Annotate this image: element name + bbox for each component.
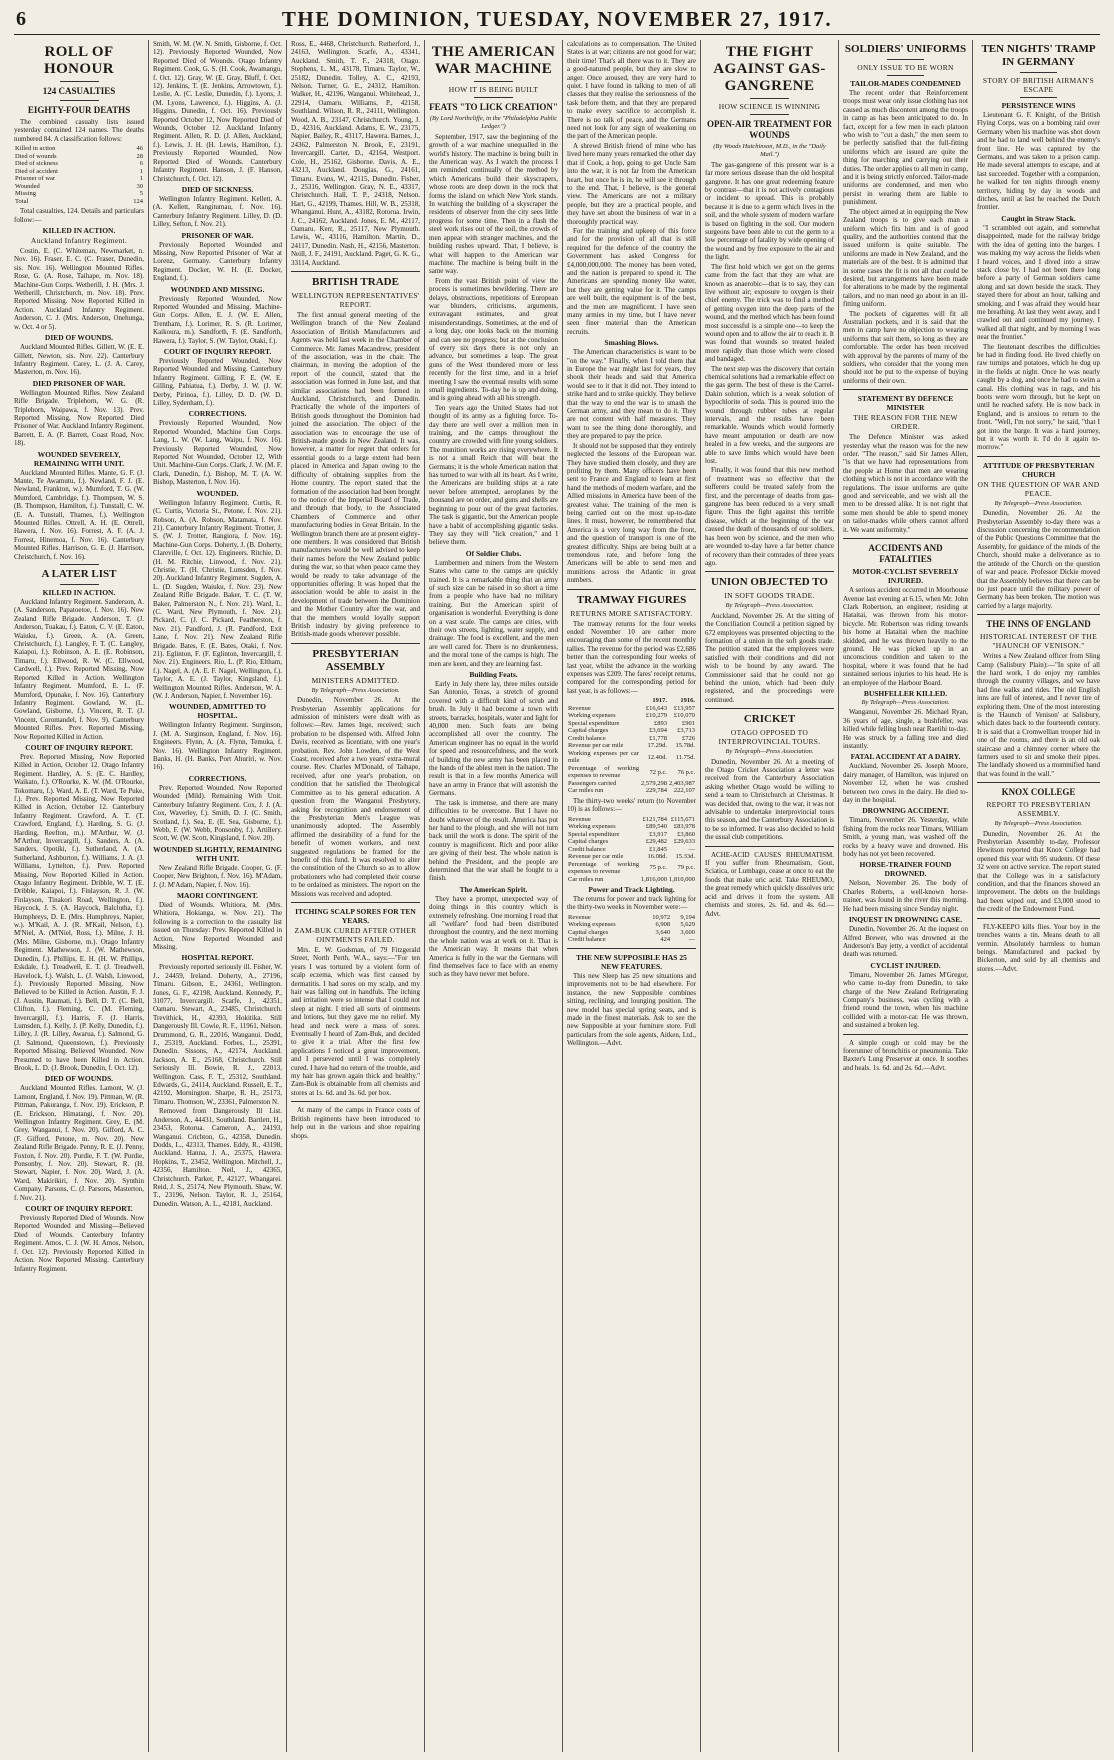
row-value: 222,107: [673, 787, 695, 795]
row-value: £3,694: [649, 727, 667, 735]
article-body: The lieutenant describes the difficulties he had in finding food. He lived chiefly on raw turnips and potatoes, which he dug up in the fields at night. Once he was nearly caught by a dog, and once he had to swim a canal. His clothing was in rags, and his boots were worn through, but he kept on until he reached safety. He is now back in England, and is anxious to return to the front. "Well, I'm not sorry," he said, "that I got into the barge. It was a hard journey, but it was worth it. I'd do it again to-morrow.": [977, 342, 1100, 452]
row-value: £16,643: [645, 704, 667, 712]
row-label: Working expenses: [568, 823, 616, 831]
table-row: [567, 742, 696, 750]
roll-body: Previously Reported Wounded, Now Reported Wounded and Missing. Canterbury Infantry Regiment. Gilling, F. E. (W. E. Gilling, Pahiatua, f.). Derby, J. W. (J. W. Derby, Pirinoa, f.). Lilley, D. D. (W. D. Lilley, Sydenham, f.).: [153, 357, 282, 408]
article-subheading: HOW SCIENCE IS WINNING: [718, 102, 821, 111]
article-body: The next step was the discovery that certain chemical solutions had a remarkable effect on the gas germ. The best of these is the Carrel-Dakin solution, which is a weak solution of hypochlorite of soda. This is poured into the wound through rubber tubes at regular intervals, and the results have been remarkable. Wounds which would formerly have meant amputation or death are now healed in a few weeks, and the surgeons are able to save limbs which would have been lost.: [705, 364, 834, 466]
section-heading: CORRECTIONS.: [188, 409, 247, 419]
byline: By Telegraph—Press Association.: [994, 820, 1083, 828]
row-label: Revenue per car mile: [568, 742, 624, 750]
row-value: 46: [136, 145, 143, 153]
row-value: £115,671: [670, 815, 695, 823]
roll-body: Died of Wounds. Whitiora, M. (Mrs. Whitiora, Hokianga, w. Nov. 21). The following is a correction to the casualty list issued on Thursday: Prev. Reported Killed in Action, Now Reported Wounded and Missing.: [153, 900, 282, 951]
article-headline: UNION OBJECTED TO: [711, 576, 828, 589]
row-label: Died of accident: [15, 167, 58, 175]
section-heading: DIED OF SICKNESS.: [181, 184, 254, 194]
column-4: [424, 40, 558, 1752]
crosshead: DROWNING ACCIDENT.: [862, 806, 949, 816]
table-row: [567, 861, 696, 876]
article-headline: THE INNS OF ENGLAND: [986, 619, 1091, 630]
roll-body: Costin, E. (C. Whiteman, Newmarket, n. Nov. 16). Fraser, E. C. (C. Fraser, Dunedin, sis. Nov. 16). Wellington Mounted Rifles. Rose, G. (A. Rose, Taihape, m. Nov. 18). Machine-Gun Corps. Wetherill, J. H. (Mrs. J. Wetherill, Christchurch, m. Nov. 18). Prev. Reported Missing. Now Reported Killed in Action. Auckland Infantry Regiment. Anderson, C. J. (Mrs. Anderson, Onehunga, w. Oct. 4 or 5).: [14, 247, 144, 331]
regiment-heading: Auckland Infantry Regiment.: [30, 236, 128, 246]
row-label: Special expenditure: [568, 719, 620, 727]
row-value: 79 p.c.: [677, 864, 695, 872]
crosshead: BUSHFELLER KILLED.: [863, 688, 948, 698]
article-subheading: MINISTERS ADMITTED.: [311, 675, 400, 685]
column-3: [286, 40, 420, 1752]
roll-body: Previously Reported Wounded, Now Reported Wounded, Machine Gun Corps. Lang, L. W. (W. Lang, Waipu, f. Nov. 16). Previously Reported Wounded, Now Reported Not Wounded, October 12, With Unit. Machine-Gun Corps. Clark, J. W. (M. F. Clark, Dunedin, f.). Bishop, M. T. (A. W. Bishop, Masterton, f. Nov. 16).: [153, 419, 282, 487]
roll-body: Auckland Mounted Rifles. Lamont, W. (J. Lamont, England, f. Nov. 19). Pittman, W. (R. Pittman, Pakuranga, f. Nov. 19). Erickson, P. (E. Erickson, Himatangi, f. Nov. 20). Wellington Infantry Regiment. Grey, E. (M. Grey, Wanganui, f. Nov. 20). Gifford, A. C. (F. Gifford, Petone, m. Nov. 20). New Zealand Rifle Brigade. Penny, R. E. (J. Penny, Foxton, f. Nov. 20). Purdie, F. T. (W. Purdie, Ponsonby, f. Nov. 20). Stewart, R. (H. Stewart, Napier, f. Nov. 20). Ward, J. (A. Ward, Makirikiri, f. Nov. 20). Synthin Company. Parsons, C. (J. Parsons, Masterton, f. Nov. 21).: [14, 1084, 144, 1202]
crosshead: INQUEST IN DROWNING CASE.: [848, 915, 963, 925]
row-value: £1,845: [649, 845, 667, 853]
byline: By Telegraph—Press Association.: [725, 602, 814, 610]
row-label: [567, 697, 640, 705]
column-1: [14, 40, 144, 1752]
advert-body: A simple cough or cold may be the forerunner of bronchitis or pneumonia. Take Baxter's Lung Preserver at once. It soothes and heals. 1s. 6d. and 2s. 6d.—Advt.: [843, 1038, 968, 1072]
row-value: —: [688, 845, 695, 853]
section-heading: WOUNDED SEVERELY, REMAINING WITH UNIT.: [33, 449, 125, 468]
article-body: The first annual general meeting of the Wellington branch of the New Zealand Association of British Manufacturers and Agents was held last week in the Chamber of Commerce. Mr. James Macandrew, president of the association, was in the chair. The chairman, in moving the adoption of the report of the council, stated that the association was formed in June last, and that similar associations had been formed in Auckland, Christchurch, and Dunedin. Practically the whole of the importers of British goods throughout the Dominion had joined the association. The object of the association was to encourage the use of British-made goods in New Zealand. It was, however, a matter for regret that orders for essential goods to a large extent had been placed in America and Japan owing to the difficulty of obtaining supplies from the Home country. The report stated that the formation of the association had been brought to the notice of the Imperial Board of Trade, and through that body, to the Associated Chambers of Commerce and other manufacturing bodies in Great Britain. In the Wellington branch there are at present eighty-one members. It was considered that British manufacturers would be well advised to keep their names before the New Zealand public during the war, so that when peace came they would be ready to take advantage of the opportunities offering. It was hoped that the association would be able to assist in the development of trade between the Dominion and the Mother Country after the war, and that the members would loyally support British industry by giving preference to British-made goods wherever possible.: [291, 310, 420, 639]
article-subheading: HOW IT IS BEING BUILT: [448, 85, 539, 94]
row-label: Working expenses per car mile: [568, 749, 639, 765]
section-heading: DIED OF WOUNDS.: [44, 333, 114, 343]
row-label: Revenue: [568, 815, 591, 823]
table-row: [14, 168, 144, 176]
column-2: [148, 40, 282, 1752]
row-value: £29,482: [645, 838, 667, 846]
row-label: Died of sickness: [15, 160, 58, 168]
article-subheading: RETURNS MORE SATISFACTORY.: [570, 608, 693, 618]
section-heading: KILLED IN ACTION.: [42, 226, 116, 236]
row-value: 2,579,298: [641, 779, 667, 787]
article-body: Finally, it was found that this new method of treatment was so effective that the sufferers could be treated safely from the first, and the percentage of deaths from gas-gangrene has been reduced to a very small figure. Thus the fight against this terrible disease, which at the beginning of the war caused the death of thousands of our soldiers, has been won by science, and the men who are wounded to-day have a far better chance of recovery than their comrades of three years ago.: [705, 466, 834, 567]
advert-heading: THE NEW SUPPOSIBLE HAS 25 NEW FEATURES.: [576, 952, 687, 971]
roll-body: Auckland Mounted Rifles. Gillett, W. (E. E. Gillett, Newton, sis. Nov. 22). Canterbury Infantry Regiment. Carey, L. (J. A. Carey, Masterton, m. Nov. 16).: [14, 343, 144, 377]
row-label: Working expenses: [568, 921, 616, 929]
section-heading: WOUNDED AND MISSING.: [170, 284, 265, 294]
row-value: £83,978: [673, 823, 695, 831]
article-body: The first hold which we got on the germs came from the fact that they are what are known as anaerobic—that is to say, they can live without air; exposure to oxygen is their chief enemy. The trick was to find a method of getting oxygen into the deep parts of the wound, and the method which has been found most successful is a simple one—to keep the wound open and to allow the air to reach it. It was found that wounds so treated healed more rapidly than those which were closed and bandaged.: [705, 262, 834, 364]
article-body: Dunedin, November 26. At the inquest on Alfred Brewer, who was drowned at the Anderson's Bay jetty, a verdict of accidental death was returned.: [843, 925, 968, 959]
article-body: A serious accident occurred in Moorhouse Avenue last evening at 6.15, when Mr. John Clark Robertson, an engineer, residing at Hataitai, was thrown from his motor-bicycle. Mr. Robertson was riding towards his home at Hataitai when the machine skidded, and he was thrown heavily to the ground. He was picked up in an unconscious condition and taken to the hospital, where it was found that he had sustained serious injuries to his head. He is an employee of the Harbour Board.: [843, 586, 968, 687]
roll-body: Smith, W. M. (W. N. Smith, Gisborne, f. Oct. 12). Previously Reported Wounded, Now Reported Died of Wounds. Otago Infantry Regiment. Cook, G. S. (H. Cook, Awamangu, f. Oct. 12). Gray, W. (E. Gray, Bluff, f. Oct. 12). Jenkins, T. (E. Jenkins, Arrowtown, f.). Leslie, A. (C. Leslie, Dunedin, f.). Lyons, J. (M. Lyons, Lawrence, f.). Higgins, A. (J. Higgins, Dunedin, f. Oct. 16). Previously Reported October 12, Now Reported Died of Wounds, October 12. Auckland Infantry Regiment. Allen, R. D. (J. Allen, Auckland, f.). Lewis, J. H. (H. Lewis, Hamilton, f.). Previously Reported Wounded, Now Reported Died of Wounds. Canterbury Infantry Regiment. Hanson, J. (F. Hanson, Christchurch, f. Oct. 12).: [153, 40, 282, 183]
roll-body: Wellington Mounted Rifles. New Zealand Rifle Brigade. Triplehorn, W. G. (R. Triplehorn, Waipawa, f. Nov. 13). Prev. Reported Missing, Now Reported Died Prisoner of War. Auckland Infantry Regiment. Barrett, E. A. (F. Barrett, Coast Road, Nov. 18).: [14, 388, 144, 448]
section-heading: DIED OF WOUNDS.: [44, 1074, 114, 1084]
row-label: Credit balance: [568, 936, 606, 944]
table-row: [567, 846, 696, 854]
byline: By Telegraph—Press Association.: [725, 748, 814, 756]
table-row: [567, 735, 696, 743]
byline: By Telegraph—Press Association.: [861, 698, 950, 706]
casualty-summary-table: [14, 145, 144, 205]
section-heading: CORRECTIONS.: [188, 773, 247, 783]
article-body: Timaru, November 26. Yesterday, while fishing from the rocks near Timaru, William Smith, a young man, was washed off the rocks by a heavy wave and drowned. His body has not yet been recovered.: [843, 816, 968, 859]
row-value: 9,194: [680, 913, 695, 921]
section-heading: KILLED IN ACTION.: [42, 588, 116, 598]
article-subheading: HISTORICAL INTEREST OF THE "HAUNCH OF VENISON.": [980, 632, 1097, 651]
article-body: Early in July there lay, three miles outside San Antonio, Texas, a stretch of ground covered with a difficult kind of scrub and brush. In July it had become a town with streets, barracks, hospitals, water and light for 40,000 men. Such feats are being accomplished all over the country. The American engineer has no equal in the world for speed and resourcefulness, and the work of building the new army has been placed in the hands of the ablest men in the nation. The result is that in a few months America will have an army in France that will astonish the Germans.: [429, 680, 558, 798]
article-headline: ACCIDENTS AND FATALITIES: [868, 543, 943, 565]
roll-body: Total casualties, 124. Details and particulars follow:—: [14, 207, 144, 224]
row-label: Credit balance: [568, 734, 606, 742]
table-row: [567, 853, 696, 861]
tramway-figures-table-2: [567, 816, 696, 884]
table-row: [567, 712, 696, 720]
row-value: £10,070: [673, 712, 695, 720]
table-row: [14, 190, 144, 198]
advert-body: FLY-KEEPO kills flies. Your boy in the trenches wants a tin. Means death to all vermin. Absolutely harmless to human beings. Manufactured and packed by Bickerton, and sold by all chemists and stores.—Advt.: [977, 922, 1100, 973]
article-body: From the vast British point of view the process is sometimes bewildering. There are delays, obstructions, repetitions of European war blunders, criticisms, arguments, extravagant estimates, and great misunderstandings. Sometimes, at the end of a long day, one looks back on the morning and can see no progress; but at the conclusion of every six days there is not only an advance, but sometimes a leap. The great guns of the West thundered more or less recently for the first time, and in a brief meeting I saw the eventual results with some small ingredients. To-day he is up and doing, and is going ahead with all his strength.: [429, 276, 558, 403]
article-subheading: WELLINGTON REPRESENTATIVES' REPORT.: [291, 290, 420, 309]
crosshead: HORSE-TRAINER FOUND DROWNED.: [859, 860, 952, 879]
row-value: 1917.: [652, 697, 667, 705]
row-value: £89,540: [645, 823, 667, 831]
article-body: Auckland, November 26. Joseph Moore, dairy manager, of Hamilton, was injured on November 12, when he was crushed between two cows in the dairy. He died to-day in the hospital.: [843, 762, 968, 805]
row-value: 1,810,000: [669, 875, 695, 883]
article-body: Mrs. E. W. Godsman, of 79 Fitzgerald Street, North Perth, W.A., says:—"For ten years I was tortured by a violent form of scalp eczema, which was first caused by dermatitis. I had sores on my scalp, and my hair was falling out in handfuls. The itching and irritation were so intense that I could not sleep at night. I tried all sorts of ointments and lotions, but they gave me no relief. My head and neck were a mass of sores. Eventually I heard of Zam-Buk, and decided to give it a trial. After the first few applications I noticed a great improvement, and I persevered until I was completely cured. I have had no return of the trouble, and my hair has grown again thick and healthy." Zam-Buk is obtainable from all chemists and stores at 1s. 6d. and 3s. 6d. per box.: [291, 945, 420, 1097]
row-label: Capital charges: [568, 838, 609, 846]
roll-body: Wellington Infantry Regiment. Kellett, A. (A. Kellett, Rangitumau, f. Nov. 16). Canterbury Infantry Regiment. Lilley, D. (D. Lilley, Sefton, f. Nov. 21).: [153, 194, 282, 229]
column-7: [838, 40, 968, 1752]
row-value: 3,640: [655, 928, 671, 936]
table-row: [14, 175, 144, 183]
crosshead: The American Spirit.: [459, 884, 528, 894]
row-value: 6: [139, 160, 143, 168]
byline: By Telegraph—Press Association.: [311, 686, 400, 694]
roll-body: Previously reported seriously ill. Fisher, W. J., 24459, Ireland. Doherty, A., 27196, Timaru. Gibson, E., 24361, Wellington. Jones, G. F., 42198, Auckland. Kennedy, P., 31077, Invercargill. Scarfe, J., 42351, Oamaru. Stewart, A., 23485, Christchurch. Trevithick, H., 42393, Hokitika. Still Dangerously Ill. Cowie, R. F., 11961, Nelson. Drummond, G. R., 22016, Wanganui. Dodd, J., 25319, Auckland. Forbes, L., 25391, Dunedin. Sissons, A., 42174, Auckland. Jackson, A. E., 25168, Christchurch. Still Seriously Ill. Bowie, R. J., 22013, Wellington. Cass, F. T., 25312, Southland. Edwards, G., 24114, Auckland. Russell, E. T., 42192, Mornington. Sharpe, R. H., 25173, Timaru. Thomson, W., 23361, Palmerston N.: [153, 963, 282, 1106]
section-heading: COURT OF INQUIRY REPORT.: [25, 1204, 133, 1214]
crosshead: Building Feats.: [469, 670, 518, 679]
article-body: Wanganui, November 26. Michael Ryan, 36 years of age, single, a bushfeller, was killed while felling bush near Raetihi to-day. He was struck by a falling tree and died instantly.: [843, 708, 968, 750]
row-value: £3,917: [649, 830, 667, 838]
roll-body: Ross, E., 4468, Christchurch. Rutherford, J., 24163, Wellington. Scarfe, A., 43341, Auckland. Smith, T. F., 24318, Otago. Stephens, L. M., 43178, Timaru. Taylor, W., 25182, Dunedin. Tolley, A. C., 42193, Nelson. Turner, G. E., 24312, Hamilton. Walker, H., 42196, Wanganui. Whitehead, J., 22914, Oamaru. Williams, P., 42158, Southland. Wilson, R. R., 24111, Wellington. Wood, A. B., 23147, Christchurch. Young, J. D., 42316, Auckland. Adams, E. W., 23175, Napier. Bailey, R., 43117, Hawera. Barnes, J., 24362, Palmerston N. Brook, F., 23191, Invercargill. Carter, D., 42164, Westport. Cole, H., 25162, Gisborne. Davis, A. E., 43213, Auckland. Douglas, G., 24161, Timaru. Evans, W., 42115, Dunedin. Fisher, J., 25316, Wellington. Gray, N. E., 43317, Christchurch. Hall, T. P., 24318, Nelson. Hart, G., 42199, Thames. Hill, W. B., 25318, Whanganui. Hunt, A., 43182, Rotorua. Irwin, J. C., 24162, Auckland. Jones, E. M., 42117, Oamaru. Kerr, R., 25117, New Plymouth. Lewis, W., 43116, Hamilton. Martin, D., 24117, Dunedin. Nash, H., 42156, Masterton. Neill, J. F., 24191, Auckland. Paget, G. K. G., 33114, Auckland.: [291, 40, 420, 267]
roll-body: Previously Reported Died of Wounds. Now Reported Wounded and Missing—Believed Died of Wounds. Canterbury Infantry Regiment. Amos, C. J. (W. H. Amos, Nelson, f. Oct. 12). Previously Reported Killed in Action. Now Reported Missing. Canterbury Infantry Regiment.: [14, 1214, 144, 1273]
row-value: 5,629: [680, 921, 695, 929]
article-subheading: FEATS "TO LICK CREATION": [429, 102, 558, 112]
table-row: [567, 823, 696, 831]
article-subheading: ON THE QUESTION OF WAR AND PEACE.: [977, 479, 1100, 498]
column-5: [562, 40, 696, 1752]
row-value: 16.08d.: [647, 853, 667, 861]
later-list-heading: A LATER LIST: [41, 568, 117, 581]
row-value: 72 p.c.: [649, 768, 667, 776]
table-row: [567, 780, 696, 788]
byline: By Telegraph—Press Association.: [994, 499, 1083, 507]
table-row: [567, 705, 696, 713]
row-value: £3,713: [677, 727, 695, 735]
roll-body: Auckland Mounted Rifles. Mante, G. F. (J. Mante, Te Awamutu, f.). Newland, F. J. (E. Newland, Frankton, w.). Mumford, T. G. (W. Mumford, Cambridge, f.). Thompson, W. S. (B. Thompson, Hamilton, f.). Tunstall, C. W. (E. A. Tunstall, Thames, f.). Wellington Mounted Rifles. Ottrell, A. H. (E. Ottrell, Hawera, f. Nov. 16). Forrest, A. F. (A. J. Forrest, Hinemoa, f. Nov. 16). Canterbury Mounted Rifles. Harrison, G. E. (J. Harrison, Christchurch, f. Nov. 16).: [14, 468, 144, 561]
article-body: The pockets of cigarettes will fit all Australian pockets, and it is said that the men in camp have no objection to wearing uniforms that suit them, so long as they are comfortable. The order has been received with approval by the parents of many of the soldiers, who consider that the young men should not be put to the expense of buying uniforms of their own.: [843, 309, 968, 385]
article-subheading: ZAM-BUK CURED AFTER OTHER OINTMENTS FAILED.: [294, 925, 417, 944]
roll-body: Prev. Reported Wounded. Now Reported Wounded (Mild). Remaining With Unit. Canterbury Infantry Regiment. Cox, J. J. (A. Cox, Waverley, f.). Smith, D. J. (C. Smith, Scotland, f.). Sea, E. (E. Sea, Gisborne, f.). Webb, F. (W. Webb, Ponsonby, f.). Artillery. Scott, W. (W. Scott, Kingsland, f. Nov. 20).: [153, 783, 282, 843]
row-value: 15.33d.: [675, 853, 695, 861]
row-label: Car miles run: [568, 875, 604, 883]
row-label: Working expenses: [568, 712, 616, 720]
row-label: Percentage of working expenses to revenue: [568, 860, 639, 876]
article-body: A shrewd British friend of mine who has lived here many years remarked the other day that if Cook, a hop, going to get Uncle Sam into the war, it is not far from the American heart, but once he is in, he will see it through to the end. That, I believe, is the general view. The Americans are not a military people, but they are a practical people, and they have set about the business of war in a thoroughly practical way.: [567, 141, 696, 226]
row-value: £10,279: [645, 712, 667, 720]
row-value: 28: [136, 152, 143, 160]
article-subheading: OPEN-AIR TREATMENT FOR WOUNDS: [706, 119, 832, 140]
section-heading: COURT OF INQUIRY REPORT.: [25, 742, 133, 752]
article-body: "I scrambled out again, and somewhat disappointed, made for the railway bridge with the idea of getting into the barges. I was making my way across the fields when I heard voices, and I dived into a straw stack close by. I had not been there long before a party of German soldiers came along and sat down beside the stack. They stayed there for about an hour, talking and smoking, and I was afraid they would hear me breathing. At last they went away, and I crawled out and continued my journey. I walked all that night, and by morning I was near the frontier.": [977, 223, 1100, 342]
row-label: Died of wounds: [15, 152, 57, 160]
article-body: The tramway returns for the four weeks ended November 10 are rather more encouraging than some of the recent monthly tallies. The revenue for the period was £2,686 better than the corresponding four weeks of last year, whilst the advance in the working expenses was £209. The fares' receipt returns, compared for the corresponding period for last year, is as follows:—: [567, 619, 696, 695]
table-row: [567, 929, 696, 937]
table-row: [14, 153, 144, 161]
roll-body: Prev. Reported Missing, Now Reported Killed in Action, October 12. Otago Infantry Regiment. Hardley, A. S. (E. C. Hardley, Waikato, f.). O'Rourke, K. W. (M. O'Rourke, Tokomaru, f.). Ward, A. E. (T. Ward, Te Puke, f.). Prev. Reported Missing, Now Reported Killed in Action, October 12. Canterbury Infantry Regiment. Crawford, A. T. (T. Crawford, England, f.). Harding, S. G. (J. Harding, Reefton, m.). M'Arthur, W. (J. M'Arthur, Invercargill, f.). Sanders, A. (A. Sanders, Opotiki, f.). Sutherland, A. (A. Sutherland, Ashburton, f.). Williams, J. A. (J. Williams, Lyttelton, f.). Prev. Reported Missing, Now Reported Killed in Action. Otago Infantry Regiment. Dribble, W. T. (E. Dribble, Kaiapoi, f.). Finlayson, R. J. (W. Finlayson, Tinakori Road, Wellington, f.). Haycock, J. S. (A. Haycock, Balclutha, f.). Humphreys, D. E. (Mrs. Humphreys, Napier, w.). M'Kail, A. J. (R. M'Kail, Nelson, f.). M'Niel, A. (M'Niel, Ross, f.). Milne, J. H. (Mrs. Milne, Gisborne, m.). Otago Infantry Regiment. Mathewson, J. (W. Mathewson, Dunedin, f.). Phillips, E. H. (H. W. Phillips, Eskdale, f.). Treadwell, E. T. (J. Treadwell, Havelock, f.). Walsh, L. (J. Walsh, Linwood, f.). Previously Reported Missing. Now Believed to be Killed in Action. Austin, F. J. (J. Austin, Raumati, f.). Bell, D. T. (C. Bell, Clifton, f.). Fleming, C. (M. Fleming, Invercargill, f.). Harris, F. (J. Harris, Lumsden, f.). Kelly, J. (P. Kelly, Dunedin, f.). Lilley, J. (R. Lilley, Awarua, f.). Salmond, G. (J. Salmond, Queenstown, f.). Previously Reported Missing. Believed Wounded. Now Presumed to have been Killed in Action. Brook, L. D. (J. Brook, Dunedin, f. Oct. 12).: [14, 752, 144, 1072]
article-headline: CRICKET: [743, 713, 796, 726]
row-value: £901: [682, 719, 695, 727]
article-body: At many of the camps in France costs of British regiments have been introduced to help out in the various and shoe repairing shops.: [291, 1106, 420, 1140]
article-body: The thirty-two weeks' return (to November 10) is as follows:—: [567, 796, 696, 814]
article-subheading: ONLY ISSUE TO BE WORN: [857, 63, 954, 72]
row-label: Wounded: [15, 182, 40, 190]
row-value: 124: [133, 197, 143, 205]
section-heading: MAORI CONTINGENT.: [176, 890, 259, 900]
table-row: [14, 145, 144, 153]
row-label: Credit balance: [568, 845, 606, 853]
crosshead: Of Soldier Clubs.: [465, 548, 522, 558]
row-value: £1,778: [649, 734, 667, 742]
article-body: The object aimed at in equipping the New Zealand troops is to give each man a uniform which fits him and is of good quality, and the authorities contend that the issued uniform is quite suitable. The uniforms are made in New Zealand, and the materials are of the best. It is admitted that in some cases the fit is not all that could be desired, but arrangements have been made for alterations to be made by the regimental tailors, and no man need go about in an ill-fitting uniform.: [843, 207, 968, 309]
section-heading: WOUNDED.: [196, 488, 239, 498]
article-body: calculations as to compensation. The United States is at war; citizens are not good for war; their time! That's all there was to it. They are a good-natured people, but they are slow to anger. Once aroused, they are very hard to quiet. I have found in talking to men of all classes that they realise the seriousness of the task before them, and that they are prepared to make every sacrifice to accomplish it. There is no talk of peace, and the Germans need not look for any sign of weakening on the part of the American people.: [567, 40, 696, 141]
article-body: Dunedin, November 26. At a meeting of the Otago Cricket Association a letter was received from the Canterbury Association asking whether Otago would be willing to send a team to Christchurch at Christmas. It was decided that, owing to the war, it was not advisable to undertake interprovincial tours this season, and the Canterbury Association is to be so informed. It was also decided to hold the usual club competitions.: [705, 757, 834, 842]
article-body: Lieutenant G. F. Knight, of the British Flying Corps, was on a bombing raid over Germany when his machine was shot down and he had to land well behind the enemy's front line. He was captured by the Germans, and was taken to a prison camp. He made several attempts to escape, and at last succeeded. Together with a companion, he walked for ten nights through enemy territory, hiding by day in woods and ditches, until at last he reached the Dutch frontier.: [977, 111, 1100, 212]
article-body: Dunedin, November 26. At the Presbyterian Assembly to-day, Professor Hewitson reported that Knox College had opened this year with 95 students. Of these 32 were on active service. The report stated that the College was in a satisfactory condition, and that the finances showed an improvement. The debts on the buildings had been wiped out, and £3,000 stood to the credit of the Endowment Fund.: [977, 829, 1100, 914]
article-body: The American characteristics is want to be "on the way." Finally, when I told them that in Europe the war might last for years, they shook their heads and said that America would see to it that it did not. They intend to strike hard and to strike quickly. They believe that the way to end the war is to smash the German army, and they mean to do it. They are not content with half measures. They want to see the thing done thoroughly, and they are prepared to pay the price.: [567, 348, 696, 441]
table-row: [567, 831, 696, 839]
roll-of-honour-heading: ROLL OF HONOUR: [44, 44, 114, 77]
article-headline: STATEMENT BY DEFENCE MINISTER: [857, 394, 954, 413]
article-body: Auckland, November 26. At the sitting of the Conciliation Council a petition signed by 672 employees was presented objecting to the formation of a union in the soft goods trade. The petition stated that the employees were satisfied with their conditions and did not wish to be bound by any award. The Commissioner said that he could not go behind the union, which had been duly registered, and the proceedings were continued.: [705, 611, 834, 704]
table-row: [567, 787, 696, 795]
row-value: —: [688, 936, 695, 944]
masthead: [14, 4, 1100, 35]
deaths-heading: EIGHTY-FOUR DEATHS: [27, 105, 131, 115]
tramway-figures-table: [567, 697, 696, 795]
row-label: Revenue: [568, 704, 591, 712]
section-heading: WOUNDED, ADMITTED TO HOSPITAL.: [168, 702, 267, 721]
crosshead: CYCLIST INJURED.: [870, 960, 941, 970]
power-figures-table: [567, 914, 696, 944]
article-headline: BRITISH TRADE: [312, 275, 399, 288]
article-headline: THE AMERICAN WAR MACHINE: [431, 44, 556, 77]
row-value: 3,600: [680, 928, 695, 936]
table-row: [567, 727, 696, 735]
row-value: 17.29d.: [647, 742, 667, 750]
row-value: £3,860: [677, 830, 695, 838]
article-body: September, 1917, saw the beginning of the growth of a war machine unequalled in the world's history. The machine is being built in the American way. As I watch the process I am reminded continually of the method by which Americans build their skyscrapers, whose roots are deep down in the rock that forms the island on which New York stands. In watching the building of a skyscraper the residents of observer from the city sees little progress for some time. Then in a flash the steel work rises out of the soil, the crowds of men appear with stranger machines, and the building rushes upward. That, I believe, is what will happen to the American war machine. The machine is being built in the same way.: [429, 132, 558, 276]
article-headline: ATTITUDE OF PRESBYTERIAN CHURCH: [982, 460, 1095, 479]
article-subheading: OTAGO OPPOSED TO INTERPROVINCIAL TOURS.: [718, 728, 821, 747]
row-label: Percentage of working expenses to revenue: [568, 764, 639, 780]
row-value: 76 p.c.: [677, 768, 695, 776]
casualties-heading: 124 CASUALTIES: [42, 86, 116, 96]
table-row: [14, 160, 144, 168]
article-body: Nelson, November 26. The body of Charles Roberts, a well-known horse-trainer, was found in the river this morning. He had been missing since Sunday night.: [843, 879, 968, 913]
article-body: The task is immense, and there are many difficulties to be overcome. But I have no doubt whatever of the result. America has put her hand to the plough, and she will not turn back until the work is done. The spirit of the country is magnificent. Rich and poor alike are giving of their best. The whole nation is behind the President, and the people are determined that the war shall be fought to a finish.: [429, 798, 558, 883]
row-label: Total: [15, 197, 29, 205]
article-headline: TRAMWAY FIGURES: [576, 593, 687, 606]
row-label: Capital charges: [568, 727, 609, 735]
roll-body: Auckland Infantry Regiment. Sanderson, A. (A. Sanderson, Papatoetoe, f. Nov. 16). New Zealand Rifle Brigade. Anderson, T. (J. Anderson, Tuakau, f.). Eaton, C. V. (E. Eaton, Waiuku, f.). Green, A. (A. Green, Christchurch, f.). Langley, F. T. (C. Langley, Kaiapoi, f.). Robinson, A. E. (E. Robinson, Timaru, f.). Ellwood, R. W. (C. Ellwood, Cardwell, f.). Prev. Reported Missing, Now Reported Killed in Action. Wellington Infantry Regiment. Mumford, E. L. (F. Mumford, Opunake, f. Nov. 16). Canterbury Infantry Regiment. Gowland, W. (L. Gowland, Gisborne, f.). Vincent, R. T. (J. Vincent, Coromandel, f. Nov. 9). Canterbury Mounted Rifles. Prev. Reported Missing, Now Reported Killed in Action.: [14, 598, 144, 741]
article-body: They have a prompt, unexpected way of doing things in this country which is extremely refreshing. One morning I read that all "welfare" food had been distributed throughout the country, and the next morning the whole nation was at work on it. That is the American way. It means that when America is fully in the war the Germans will find themselves face to face with an enemy such as they have never met before.: [429, 894, 558, 979]
article-body: Timaru, November 26. James M'Gregor, who came to-day from Dunedin, to take charge of the New Zealand Refrigerating Company's business, was cycling with a friend round the town, when his machine collided with a motor-car. He was thrown, and sustained a broken leg.: [843, 970, 968, 1030]
table-row: [567, 750, 696, 765]
article-body: Dunedin, November 26. At the Presbyterian Assembly to-day there was a discussion concerning the recommendation of the Public Questions Committee that the Assembly, for guidance of the minds of the Church, should make a deliverance as to the attitude of the Church on the question of war and peace. Professor Dickie moved that the Assembly believes that there can be no just peace until the military power of Germany has been broken. The motion was carried by a large majority.: [977, 509, 1100, 610]
roll-body: New Zealand Rifle Brigade. Cooper, G. (F. Cooper, New Brighton, f. Nov. 16). M'Adam, J. (J. M'Adam, Napier, f. Nov. 16).: [153, 863, 282, 889]
row-value: 1: [139, 175, 143, 183]
row-value: 1,816,000: [641, 875, 667, 883]
roll-body: Wellington Infantry Regiment. Surginson, J. (M. A. Surginson, England, f. Nov. 16). Engineers. Flynn, A. (A. Flynn, Temuka, f. Nov. 16). Wellington Infantry Regiment. Banks, H. (H. Banks, Port Ahuriri, w. Nov. 16).: [153, 721, 282, 772]
article-subheading: TAILOR-MADES CONDEMNED: [850, 79, 961, 88]
row-label: Car miles run: [568, 787, 604, 795]
roll-intro: The combined casualty lists issued yesterday contained 124 names. The deaths numbered 84. A classification follows:: [14, 118, 144, 143]
table-row: [567, 921, 696, 929]
row-value: £726: [682, 734, 695, 742]
table-row: [567, 765, 696, 780]
article-headline: TEN NIGHTS' TRAMP IN GERMANY: [981, 43, 1096, 68]
advert-body: ACHE-ACID CAUSES RHEUMATISM. If you suffer from Rheumatism, Gout, Sciatica, or Lumbago, cease at once to eat the foods that make uric acid. Take RHEUMO, the great remedy which quickly dissolves uric acid and drives it from the system. All chemists and stores, 2s. 6d. and 4s. 6d.—Advt.: [705, 850, 834, 918]
table-row: [567, 876, 696, 884]
row-label: Capital charges: [568, 928, 609, 936]
row-value: 75 p.c.: [649, 864, 667, 872]
row-value: £121,784: [642, 815, 667, 823]
section-heading: HOSPITAL REPORT.: [181, 953, 254, 963]
article-headline: ITCHING SCALP SORES FOR TEN YEARS.: [295, 906, 416, 925]
row-label: Prisoner of war: [15, 175, 56, 183]
article-headline: KNOX COLLEGE: [1001, 787, 1076, 798]
article-subheading: STORY OF BRITISH AIRMAN'S ESCAPE: [982, 76, 1095, 94]
row-label: Revenue: [568, 913, 591, 921]
table-row: [14, 183, 144, 191]
article-body: Ten years ago the United States had not thought of its army as a fighting force. To-day there are well over a million men in training, and the camps throughout the country are crowded with fine young soldiers. The munition works are rising everywhere. It is not a small Reich that will beat the Germans; it is the whole American nation that has turned to war with all its heart. As I write, the Americans are building ships at a rate never before attempted, aeroplanes by the thousand are on order, and guns and shells are beginning to pour out of the great factories. The task is gigantic, but the American people have a habit of accomplishing gigantic tasks. They say they will "lick creation," and I believe them.: [429, 403, 558, 547]
page-number: 6: [16, 8, 26, 30]
row-label: Missing: [15, 190, 36, 198]
row-value: 424: [660, 936, 671, 944]
row-label: Special expenditure: [568, 830, 620, 838]
article-subheading: IN SOFT GOODS TRADE.: [724, 591, 815, 601]
advert-body: This new Sleep has 25 new situations and improvements not to be had elsewhere. For instance, the new Supposible combines sitting, reclining, and lounging position. The new model has special spring seats, and is made in the finest materials. Ask to see the new Supposible at your furniture store. Full particulars from the sole agents, Aitken, Ltd., Wellington.—Advt.: [567, 971, 696, 1048]
crosshead: Power and Track Lighting.: [588, 885, 675, 895]
article-headline: SOLDIERS' UNIFORMS: [844, 43, 967, 55]
row-value: 2,403,987: [669, 779, 695, 787]
row-label: Revenue per car mile: [568, 853, 624, 861]
crosshead: FATAL ACCIDENT AT A DAIRY.: [850, 752, 961, 762]
article-body: Lumbermen and miners from the Western States who came to the camps are quickly trained. It is a remarkable thing that an army of such size can be raised in so short a time from a people who have had no military training. But the American spirit of organisation is wonderful. Everything is done on a vast scale. The camps are cities, with their own streets, lighting, water supply, and drainage. The food is excellent, and the men are well cared for. There is no drunkenness, and the moral tone of the camps is high. The men are keen, and they are learning fast.: [429, 558, 558, 668]
row-label: Killed in action: [15, 145, 56, 153]
row-value: 1: [139, 167, 143, 175]
article-subheading: THE REASON FOR THE NEW ORDER.: [853, 413, 958, 432]
section-heading: COURT OF INQUIRY REPORT.: [163, 347, 272, 356]
table-row: [567, 914, 696, 922]
byline: (By Woods Hutchinson, M.D., in the "Daily Mail."): [713, 143, 826, 159]
article-subheading: PERSISTENCE WINS: [1001, 101, 1076, 110]
article-body: The returns for power and track lighting for the thirty-two weeks in November were:—: [567, 895, 696, 912]
table-row: [567, 838, 696, 846]
section-heading: WOUNDED SLIGHTLY, REMAINING WITH UNIT.: [153, 844, 282, 863]
row-value: 10,972: [652, 913, 671, 921]
article-body: The gas-gangrene of this present war is a far more serious disease than the old hospital gangrene. It has one great redeeming feature by contrast—that it is not actively contagious or incident to spread. This is probably because it is due to a germ which lives in the soil, and the whole system of modern warfare is based on fighting in the soil. Our modern surgeons have been able to cut the germ to a low percentage of fatality by wide opening of the wound and by free exposure to the air and the light.: [705, 160, 834, 262]
column-8: [972, 40, 1100, 1752]
roll-body: Wellington Infantry Regiment. Curtis, R. (C. Curtis, Victoria St., Petone, f. Nov. 21). Robson, A. (A. Robson, Matamata, f. Nov. 21). Canterbury Infantry Regiment. Trotter, J. S. (W. J. Trotter, Rangiora, f. Nov. 16). Machine-Gun Corps. Doherty, J. (B. Doherty, Clareville, f. Oct. 12). Engineers. Ritchie, D. (H. M. Ritchie, Linwood, f. Nov. 21). Christie, T. (H. Christie, Lumsden, f. Nov. 20). Auckland Infantry Regiment. Sugden, A. L. (D. Sugden, Waiuku, f. Nov. 23). New Zealand Rifle Brigade. Baker, T. C. (T. W. Baker, Palmerston N., f. Nov. 21). Ward, L. (C. Ward, New Plymouth, f. Nov. 21). Pickard, C. (J. C. Pickard, Featherston, f. Nov. 21). Pandford, J. (R. Pandford, Exit Lane, f. Nov. 21). New Zealand Rifle Brigade. Bates, F. (E. Bates, Otaki, f. Nov. 21). Eglinton, F. (F. Eglinton, Invercargill, f. Nov. 21). Engineers. Rio, L. (P. Rio, Eltham, f.). Nagel, A. (A. E. F. Nagel, Wellington, f.). Taylor, A. E. (J. Taylor, Kingsland, f.). Wellington Mounted Rifles. Anderson, W. A. (W. J. Anderson, Napier, f. November 16).: [153, 498, 282, 701]
table-row: [567, 936, 696, 944]
byline: (By Lord Northcliffe, in the "Philadelphia Public Ledger."): [429, 115, 558, 131]
table-row: [14, 198, 144, 206]
row-value: £29,633: [673, 838, 695, 846]
row-value: 12.40d.: [647, 753, 667, 761]
newspaper-title: THE DOMINION, TUESDAY, NOVEMBER 27, 1917.: [281, 7, 833, 31]
row-value: 229,784: [645, 787, 667, 795]
article-body: The Defence Minister was asked yesterday what the reason was for the new order. "The reason," said Sir James Allen, "is that we have had representations from the people at Home that men are wearing clothing which is not in accordance with the regulations. The issue uniforms are quite good and serviceable, and we wish all the men to be dressed alike. It is not right that some men should be able to spend money on tailor-mades while others cannot afford it. We want uniformity.": [843, 433, 968, 534]
article-body: Writes a New Zealand officer from Sling Camp (Salisbury Plain):—"In spite of all the hard work, I do enjoy my rambles through the country villages, and we have had fine walks and rides. The old English inns are full of interest, and I never tire of exploring them. One of the most interesting is the 'Haunch of Venison' at Salisbury, which dates back to the fourteenth century. It is said that a Cromwellian trooper hid in one of the rooms, and there is an old oak staircase and a chimney corner where the farmers used to sit and smoke their pipes. The landlady showed us a mummified hand that was found in the wall.": [977, 652, 1100, 778]
article-headline: THE FIGHT AGAINST GAS-GANGRENE: [713, 44, 826, 94]
article-body: It should not be supposed that they entirely neglected the lessons of the European war. They have studied them closely, and they are profiting by them. Many officers have been sent to France and England to learn at first hand the methods of modern warfare, and the Allied missions in America have been of the greatest value. The training of the men is being carried out on the most up-to-date lines. It must, however, be remembered that America is a very long way from the front, and the question of transport is one of the greatest difficulty. Ships are being built at a tremendous rate, and before long the Americans will be able to send men and munitions across the Atlantic in great numbers.: [567, 441, 696, 585]
article-body: For the training and upkeep of this force and for the provision of all that is still required for the defence of the country the Government has asked Congress for £4,000,000,000. The money has been voted, and the nation is prepared to spend it. The Americans are spending money like water, but they are getting value for it. The camps are well built, the equipment is of the best, and the men are magnificent. I have seen many armies in my time, but I have never seen finer material than the American recruits.: [567, 226, 696, 336]
table-row: [567, 816, 696, 824]
column-6: [700, 40, 834, 1752]
section-heading: DIED PRISONER OF WAR.: [32, 378, 126, 388]
section-heading: PRISONER OF WAR.: [181, 230, 254, 240]
row-value: 5: [139, 190, 143, 198]
row-value: 11.75d.: [675, 753, 695, 761]
table-row: [567, 697, 696, 705]
article-body: The recent order that Reinforcement troops must wear only issue clothing has not caused as much discontent among the troops in camp as has been anticipated to do. In fact, except for a few men in each platoon who wish to "cut a dash," the men seem to be perfectly satisfied that the full-fitting uniforms which are issued are quite the thing for marching and carrying out their duties. The order applies to all men in camp, and it is being strictly enforced. Tailor-made uniforms are condemned, and men who persist in wearing them are liable to punishment.: [843, 89, 968, 207]
article-headline: PRESBYTERIAN ASSEMBLY: [312, 647, 399, 673]
table-row: [567, 720, 696, 728]
columns: [14, 40, 1100, 1752]
roll-body: Removed from Dangerously Ill List. Anderson, A., 44431, Southland. Bartlett, H., 23453, Rotorua. Cameron, A., 24193, Wanganui. Crichton, G., 42358, Dunedin. Dodds, L., 42313, Thames. Eddy, R., 43198, Auckland. Hanna, J. A., 25375, Hawera. Hopkins, T., 23452, Wellington. Mitchell, J., 42356, Hamilton. Neil, J., 42365, Christchurch. Parker, P., 42127, Whangarei. Reid, J. S., 25174, New Plymouth. Shaw, W. T., 23196, Nelson. Taylor, R. J., 25164, Dunedin. Watson, A. L., 42181, Auckland.: [153, 1107, 282, 1208]
article-subheading: REPORT TO PRESBYTERIAN ASSEMBLY.: [986, 800, 1091, 819]
crosshead: Caught in Straw Stack.: [1001, 213, 1076, 223]
row-value: 15.78d.: [675, 742, 695, 750]
crosshead: MOTOR-CYCLIST SEVERELY INJURED.: [852, 567, 959, 586]
roll-body: Previously Reported Wounded and Missing, Now Reported Prisoner of War at Lorenz, Germany. Canterbury Infantry Regiment. Docker, W. H. (E. Docker, England, f.).: [153, 240, 282, 283]
article-body: Dunedin, November 26. At the Presbyterian Assembly applications for admission of ministers were dealt with as follows:—Rev. James Inge, received; such probation to be dispensed with. Alfred John Davis, received as licentiate, with one year's probation. Rev. John Lowden, of the West Coast, received after a two years' extra-mural course. Rev. Charles M'Donald, of Taihape, received, after one year's probation, on condition that he satisfied the Theological Committee as to his general education. A question from the Wanganui Presbytery, asking for recognition and endorsement of the Presbyterian Men's League was unanimously adopted. The Assembly affirmed the desirability of a fund for the benefit of women workers, and next suggested regulations be framed for the benefit of this fund. It was resolved to alter the constitution of the Church so as to allow probationers who had completed their course to be ordained as ministers. The report on the Missions was received and adopted.: [291, 696, 420, 898]
row-value: 1916.: [680, 697, 695, 705]
crosshead: Smashing Blows.: [604, 338, 659, 348]
row-value: 30: [136, 182, 143, 190]
row-value: 6,908: [655, 921, 671, 929]
row-value: £13,957: [673, 704, 695, 712]
roll-body: Previously Reported Wounded, Now Reported Wounded and Missing. Machine-Gun Corps. Allen, E. J. (W. E. Allen, Trentham, f.). Lorimer, R. S. (R. Lorimer, Kaikoura, m.). Sandforth, F. (E. Sandforth, Hawera, f.). Taylor, S. (W. Taylor, Otaki, f.).: [153, 294, 282, 345]
row-value: £893: [654, 719, 667, 727]
row-label: Passengers carried: [568, 779, 617, 787]
